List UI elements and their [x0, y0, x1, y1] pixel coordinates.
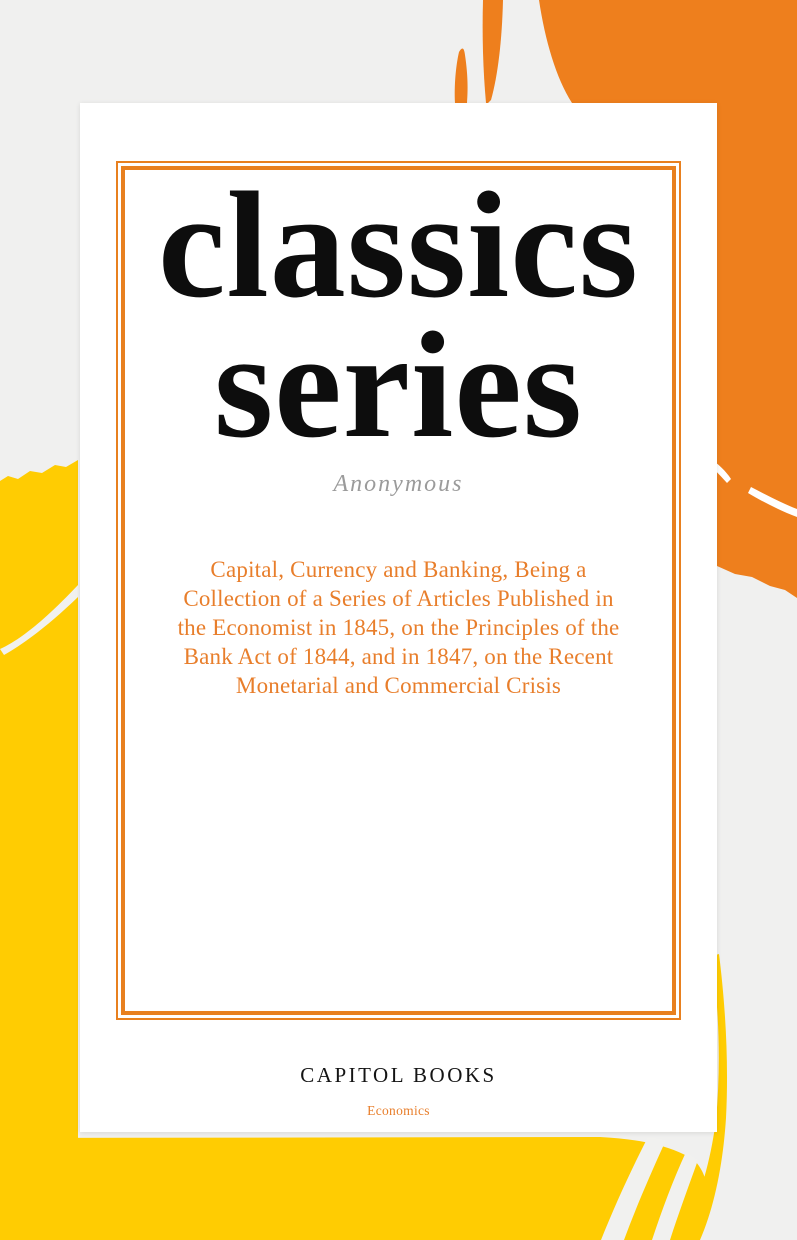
publisher-name: CAPITOL BOOKS — [300, 1063, 497, 1087]
series-title-line-2: series — [214, 301, 583, 469]
series-title — [80, 161, 717, 469]
book-title-line: Monetarial and Commercial Crisis — [235, 673, 562, 698]
book-title-line: Bank Act of 1844, and in 1847, on the Recent — [183, 644, 614, 669]
book-title — [130, 555, 667, 700]
book-title-line: Collection of a Series of Articles Published in — [183, 586, 614, 611]
cover-card — [80, 103, 717, 1132]
category-label: Economics — [367, 1103, 430, 1118]
series-title-line-1: classics — [158, 161, 639, 329]
book-title-line: Capital, Currency and Banking, Being a — [210, 557, 587, 582]
book-title-line: the Economist in 1845, on the Principles of the — [177, 615, 620, 640]
author-name: Anonymous — [333, 471, 464, 497]
